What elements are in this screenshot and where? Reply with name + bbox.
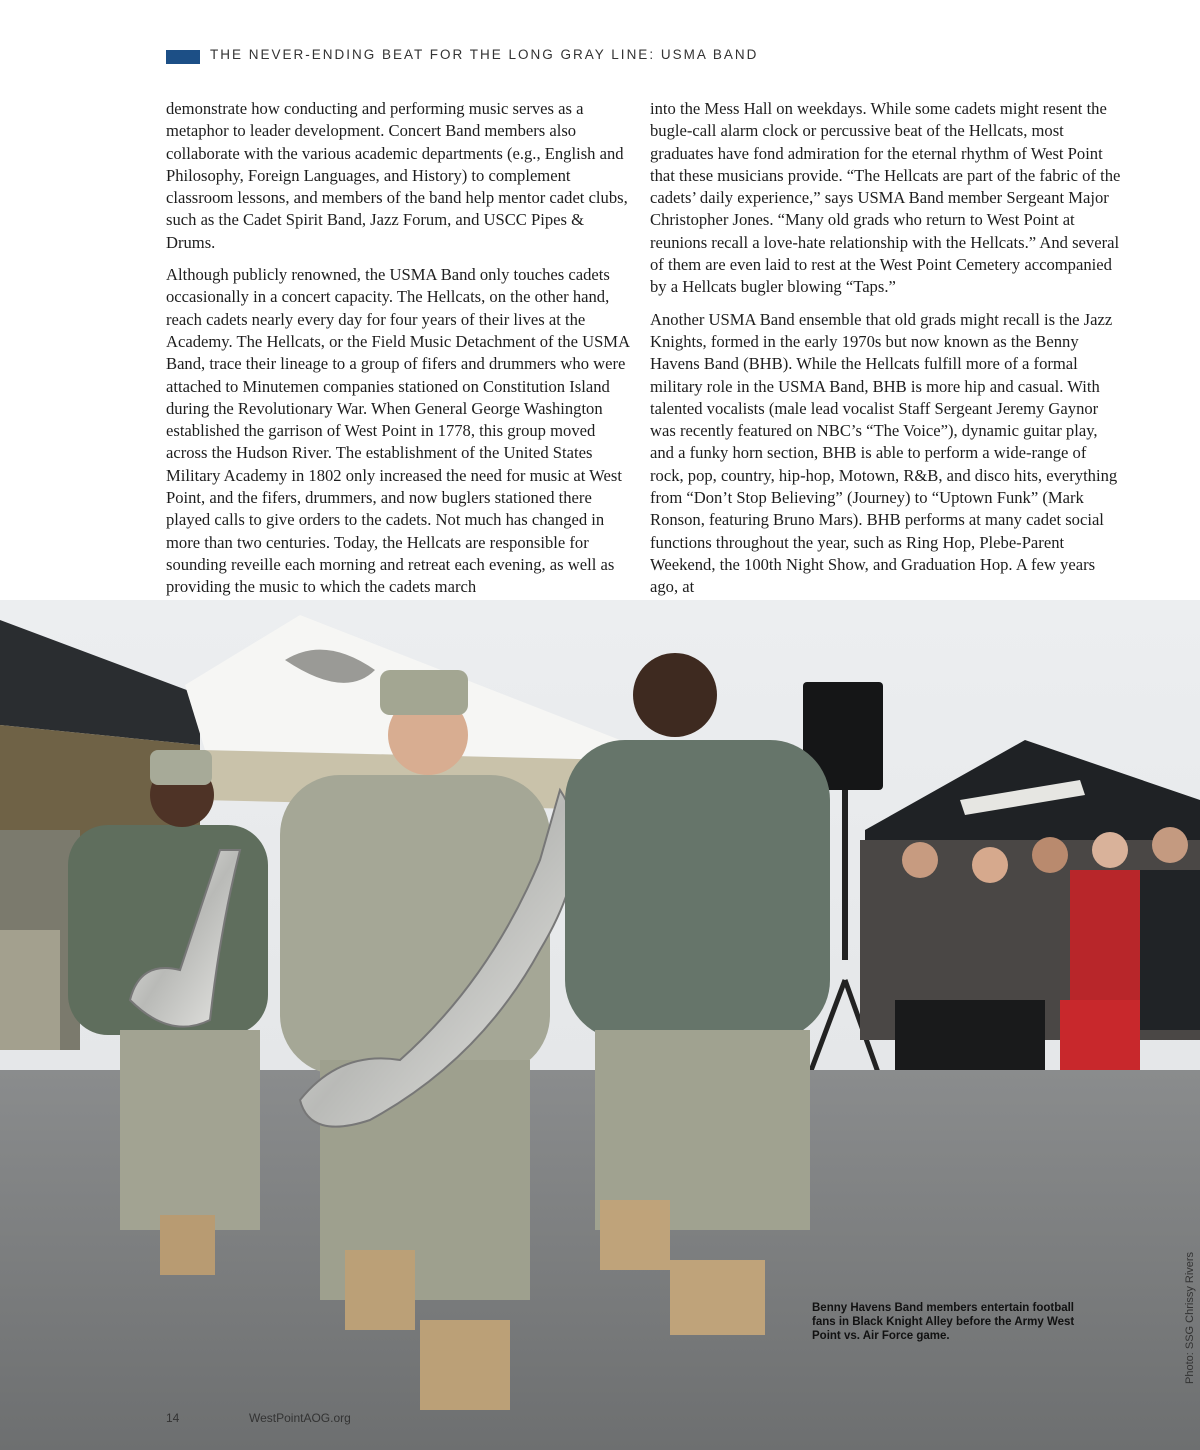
article-right-column (650, 98, 1122, 609)
paragraph: Although publicly renowned, the USMA Band only touches cadets occasionally in a concert capacity. The Hellcats, on the other hand, reach cadets nearly every day for four years of their lives at the Academy. The Hellcats, or the Field Music Detachment of the USMA Band, trace their lineage to a group of fifers and drummers who were attached to Minutemen companies stationed on Constitution Island during the Revolutionary War. When General George Washington established the garrison of West Point in 1778, this group moved across the Hudson River. The establishment of the United States Military Academy in 1802 only increased the need for music at West Point, and the fifers, drummers, and now buglers stationed there played calls to give orders to the cadets. Not much has changed in more than two centuries. Today, the Hellcats are responsible for sounding reveille each morning and retreat each evening, as well as providing the music to which the cadets march (166, 265, 630, 597)
page-number: 14 (166, 1411, 180, 1425)
paragraph: into the Mess Hall on weekdays. While some cadets might resent the bugle-call alarm clock or percussive beat of the Hellcats, most graduates have fond admiration for the eternal rhythm of West Point that these musicians provide. “The Hellcats are part of the fabric of the cadets’ daily experience,” says USMA Band member Sergeant Major Christopher Jones. “Many old grads who return to West Point at reunions recall a love-hate relationship with the Hellcats.” And several of them are even laid to rest at the West Point Cemetery accompanied by a Hellcats bugler blowing “Taps.” (650, 99, 1121, 297)
footer-site: WestPointAOG.org (249, 1411, 351, 1425)
photo-credit: Photo: SSG Chrissy Rivers (1184, 1251, 1196, 1384)
header-accent-bar (166, 50, 200, 64)
paragraph: Another USMA Band ensemble that old grads might recall is the Jazz Knights, formed in the early 1970s but now known as the Benny Havens Band (BHB). While the Hellcats fulfill more of a formal military role in the USMA Band, BHB is more hip and casual. With talented vocalists (male lead vocalist Staff Sergeant Jeremy Gaynor was recently featured on NBC’s “The Voice”), dynamic guitar play, and a funky horn section, BHB is able to perform a wide-range of rock, pop, country, hip-hop, Motown, R&B, and disco hits, everything from “Don’t Stop Believing” (Journey) to “Uptown Funk” (Mark Ronson, featuring Bruno Mars). BHB performs at many cadet social functions throughout the year, such as Ring Hop, Plebe-Parent Weekend, the 100th Night Show, and Graduation Hop. A few years ago, at (650, 309, 1118, 597)
photo-caption: Benny Havens Band members entertain football fans in Black Knight Alley before the Army West Point vs. Air Force game. (812, 1302, 1075, 1342)
article-left-column (166, 98, 634, 609)
running-header: THE NEVER-ENDING BEAT FOR THE LONG GRAY LINE: USMA BAND (210, 47, 759, 62)
paragraph: demonstrate how conducting and performing music serves as a metaphor to leader development. Concert Band members also collaborate with the various academic departments (e.g., English and Philosophy, Foreign Languages, and History) to complement classroom lessons, and members of the band help mentor cadet clubs, such as the Cadet Spirit Band, Jazz Forum, and USCC Pipes & Drums. (166, 99, 628, 252)
